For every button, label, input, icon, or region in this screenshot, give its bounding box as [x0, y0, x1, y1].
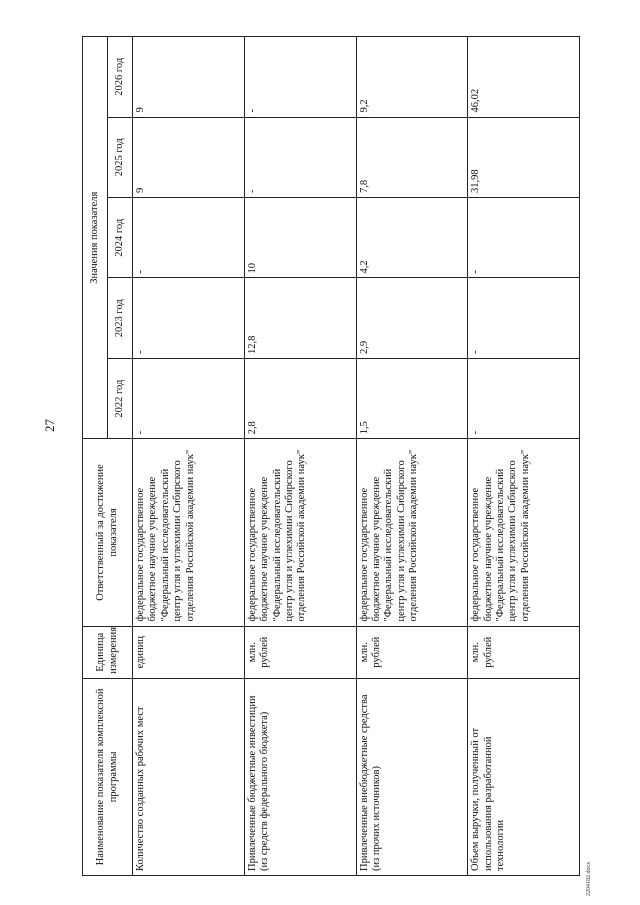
indicator-unit: млн. рублей — [356, 626, 468, 678]
value-2026: 9 — [133, 37, 245, 118]
indicator-name: Привлеченные бюджетные инвестиции (из средств федерального бюджета) — [244, 678, 356, 875]
rotated-table-frame — [82, 36, 580, 876]
header-unit: Единица измерения — [83, 626, 133, 678]
indicator-responsible: федеральное государственное бюджетное научное учреждение "Федеральный исследовательский центр угля и углехимии Сибирского отделения Российской академии наук" — [468, 439, 580, 626]
indicator-name: Объем выручки, полученный от использования разработанной технологии — [468, 678, 580, 875]
value-2024: 10 — [244, 198, 356, 278]
value-2026: - — [244, 37, 356, 118]
value-2022: 2,8 — [244, 358, 356, 438]
indicator-responsible: федеральное государственное бюджетное научное учреждение "Федеральный исследовательский центр угля и углехимии Сибирского отделения Российской академии наук" — [133, 439, 245, 626]
indicator-name: Количество созданных рабочих мест — [133, 678, 245, 875]
indicator-name: Привлеченные внебюджетные средства (из прочих источников) — [356, 678, 468, 875]
value-2022: 1,5 — [356, 358, 468, 438]
header-values-group: Значения показателя — [83, 37, 108, 439]
table-row — [244, 37, 356, 876]
indicator-unit: млн. рублей — [244, 626, 356, 678]
header-responsible: Ответственный за достижение показателя — [83, 439, 133, 626]
indicator-unit: единиц — [133, 626, 245, 678]
indicator-responsible: федеральное государственное бюджетное научное учреждение "Федеральный исследовательский центр угля и углехимии Сибирского отделения Российской академии наук" — [244, 439, 356, 626]
page-number: 27 — [42, 419, 57, 432]
indicators-table — [82, 36, 580, 876]
value-2023: 12,8 — [244, 278, 356, 358]
value-2023: - — [468, 278, 580, 358]
value-2025: - — [244, 117, 356, 197]
header-year-2024: 2024 год — [108, 198, 133, 278]
footer-file-code: 2204182.docx — [586, 861, 592, 896]
value-2022: - — [133, 358, 245, 438]
indicator-unit: млн. рублей — [468, 626, 580, 678]
header-year-2022: 2022 год — [108, 358, 133, 438]
table-row — [468, 37, 580, 876]
header-name: Наименование показателя комплексной программы — [83, 678, 133, 875]
value-2024: 4,2 — [356, 198, 468, 278]
value-2026: 9,2 — [356, 37, 468, 118]
header-year-2025: 2025 год — [108, 117, 133, 197]
value-2023: - — [133, 278, 245, 358]
header-year-2026: 2026 год — [108, 37, 133, 118]
header-year-2023: 2023 год — [108, 278, 133, 358]
value-2023: 2,9 — [356, 278, 468, 358]
value-2025: 31,98 — [468, 117, 580, 197]
indicator-responsible: федеральное государственное бюджетное научное учреждение "Федеральный исследовательский центр угля и углехимии Сибирского отделения Российской академии наук" — [356, 439, 468, 626]
value-2026: 46,02 — [468, 37, 580, 118]
table-row — [133, 37, 245, 876]
value-2025: 9 — [133, 117, 245, 197]
value-2024: - — [133, 198, 245, 278]
value-2024: - — [468, 198, 580, 278]
value-2025: 7,8 — [356, 117, 468, 197]
table-row — [356, 37, 468, 876]
value-2022: - — [468, 358, 580, 438]
